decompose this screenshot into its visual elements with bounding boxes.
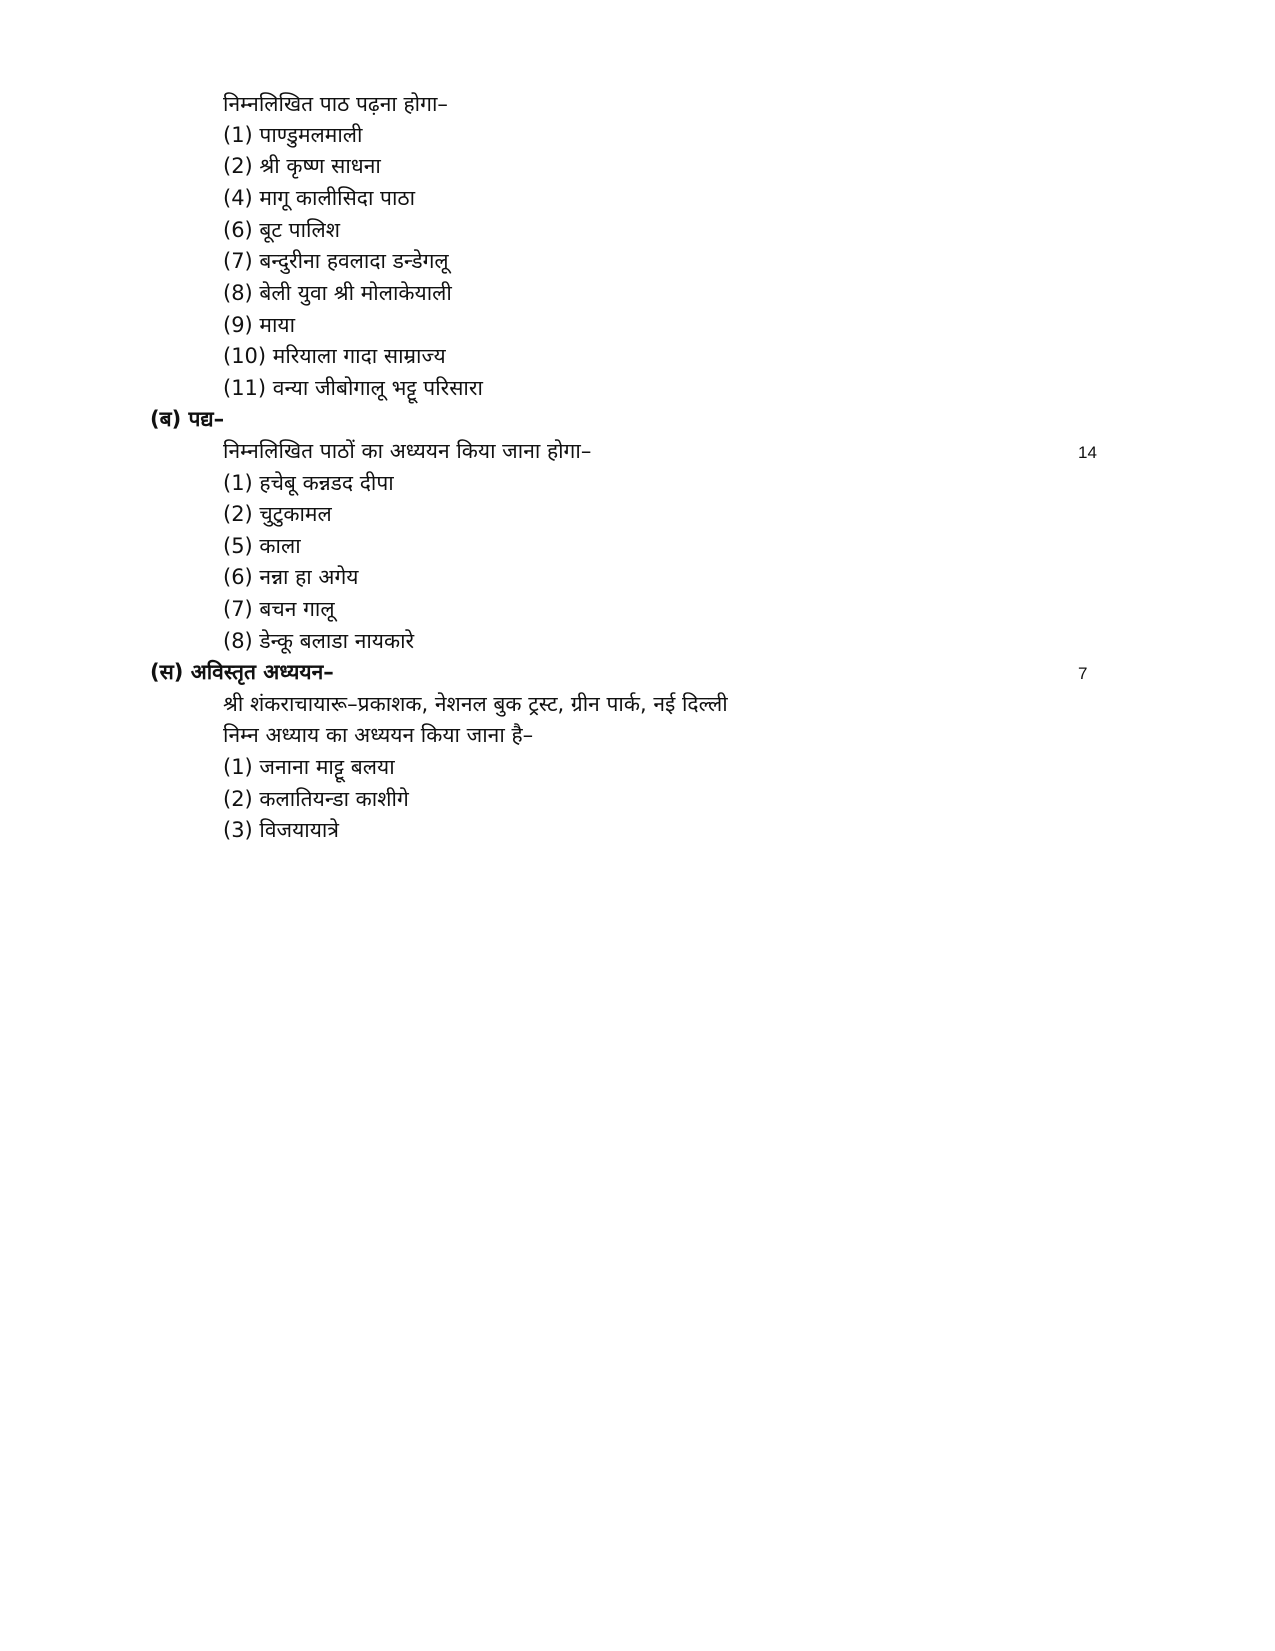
list-item: (6) नन्ना हा अगेय: [223, 565, 359, 589]
list-item: (9) माया: [223, 313, 296, 337]
list-item: (1) जनाना माट्टू बलया: [223, 755, 395, 779]
section-b-heading: (ब) पद्य–: [150, 407, 225, 431]
list-item: (7) बचन गालू: [223, 597, 335, 621]
section-a-intro: निम्नलिखित पाठ पढ़ना होगा–: [223, 92, 448, 116]
section-c-heading: (स) अविस्तृत अध्ययन–: [150, 660, 334, 684]
list-item: (4) मागू कालीसिदा पाठा: [223, 186, 416, 210]
list-item: (1) हचेबू कन्नडद दीपा: [223, 471, 394, 495]
section-c-intro: निम्न अध्याय का अध्ययन किया जाना है–: [223, 723, 534, 747]
section-c-marks: 7: [1078, 664, 1088, 683]
section-b-marks: 14: [1078, 443, 1097, 462]
list-item: (5) काला: [223, 534, 301, 558]
list-item: (2) श्री कृष्ण साधना: [223, 154, 381, 178]
list-item: (10) मरियाला गादा साम्राज्य: [223, 344, 446, 368]
list-item: (1) पाण्डुमलमाली: [223, 123, 363, 147]
list-item: (6) बूट पालिश: [223, 218, 340, 242]
list-item: (2) कलातियन्डा काशीगे: [223, 787, 409, 811]
list-item: (2) चुटुकामल: [223, 502, 332, 526]
list-item: (3) विजयायात्रे: [223, 818, 339, 842]
list-item: (8) डेन्कू बलाडा नायकारे: [223, 629, 415, 653]
section-b-intro: निम्नलिखित पाठों का अध्ययन किया जाना होगा–: [223, 439, 592, 463]
list-item: (8) बेली युवा श्री मोलाकेयाली: [223, 281, 452, 305]
list-item: (11) वन्या जीबोगालू भट्टू परिसारा: [223, 376, 483, 400]
list-item: (7) बन्दुरीना हवलादा डन्डेगलू: [223, 249, 449, 273]
section-c-book: श्री शंकराचायारू–प्रकाशक, नेशनल बुक ट्रस्ट, ग्रीन पार्क, नई दिल्ली: [223, 692, 728, 716]
